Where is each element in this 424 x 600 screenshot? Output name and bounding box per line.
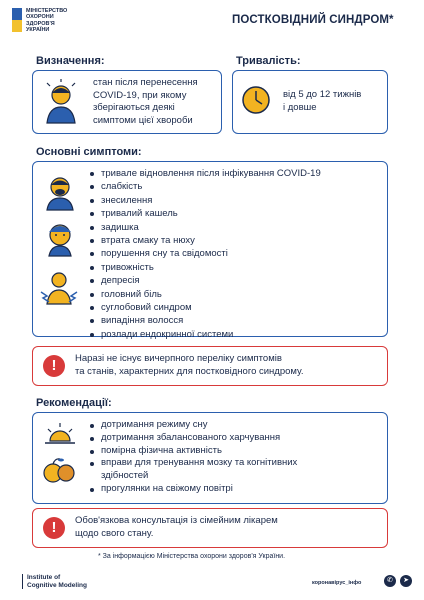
clock-icon <box>241 85 271 115</box>
warning-line: Наразі не існує вичерпного переліку симптомів <box>75 353 282 364</box>
duration-card <box>232 70 388 134</box>
fruits-icon <box>41 455 77 485</box>
list-item: задишка <box>90 221 321 234</box>
definition-label: Визначення: <box>36 55 105 67</box>
recommendations-list <box>90 419 370 496</box>
list-item: суглобовий синдром <box>90 301 321 314</box>
footnote: * За інформацією Міністерства охорони здоров'я України. <box>98 553 286 560</box>
list-item: прогулянки на свіжому повітрі <box>90 483 370 496</box>
institute-line: Cognitive Modeling <box>27 581 87 589</box>
viber-icon[interactable]: ✆ <box>384 575 396 587</box>
list-item: дотримання збалансованого харчування <box>90 432 370 445</box>
list-item: знесилення <box>90 194 321 207</box>
ministry-line: МІНІСТЕРСТВО <box>26 8 68 14</box>
warning-text <box>75 353 303 378</box>
symptoms-card <box>32 161 388 340</box>
telegram-icon[interactable]: ➤ <box>400 575 412 587</box>
ministry-name <box>26 8 86 34</box>
ministry-line: ЗДОРОВ'Я <box>26 20 55 27</box>
list-item: тривале відновлення після інфікування COVID-19 <box>90 167 321 180</box>
hashtag[interactable]: коронавірус_інфо <box>312 580 362 586</box>
list-item: порушення сну та свідомості <box>90 247 321 260</box>
definition-line: симптоми цієї хвороби <box>93 114 193 126</box>
duration-text <box>283 89 361 114</box>
recommendations-card <box>32 412 388 504</box>
headache-person-icon <box>43 220 77 258</box>
definition-text <box>93 77 198 127</box>
ministry-line: ОХОРОНИ <box>26 14 54 21</box>
definition-line: стан після перенесення <box>93 77 198 88</box>
list-item: помірна фізична активність <box>90 445 370 458</box>
definition-line: зберігаються деякі <box>93 102 175 113</box>
person-thinking-icon <box>41 79 81 125</box>
list-item: слабкість <box>90 180 321 193</box>
page-title: ПОСТКОВІДНИЙ СИНДРОМ* <box>232 14 394 26</box>
warning-line: щодо свого стану. <box>75 527 154 539</box>
list-item: головний біль <box>90 288 321 301</box>
list-item: вправи для тренування мозку та когнітивних здібностей <box>90 457 310 483</box>
duration-label: Тривалість: <box>236 55 301 67</box>
exclamation-icon: ! <box>43 355 65 377</box>
duration-line: і довше <box>283 101 317 113</box>
ministry-logo <box>12 8 86 34</box>
list-item: випадіння волосся <box>90 314 321 327</box>
symptoms-list <box>90 167 321 341</box>
duration-line: від 5 до 12 тижнів <box>283 89 362 100</box>
joint-pain-person-icon <box>39 270 79 306</box>
list-item: тривожність <box>90 261 321 274</box>
warning-text <box>75 515 278 540</box>
warning-card-consultation <box>32 508 388 548</box>
institute-logo <box>22 574 87 589</box>
trident-icon <box>12 8 22 32</box>
list-item: розлади ендокринної системи <box>90 328 321 341</box>
symptoms-label: Основні симптоми: <box>36 146 142 158</box>
recommendations-label: Рекомендації: <box>36 397 112 409</box>
exclamation-icon: ! <box>43 517 65 539</box>
definition-card <box>32 70 222 134</box>
institute-line: Institute of <box>27 574 61 581</box>
warning-card-symptoms <box>32 346 388 386</box>
list-item: тривалий кашель <box>90 207 321 220</box>
list-item: втрата смаку та нюху <box>90 234 321 247</box>
definition-line: COVID-19, при якому <box>93 89 187 101</box>
warning-line: та станів, характерних для постковідного синдрому. <box>75 365 304 377</box>
list-item: дотримання режиму сну <box>90 419 370 432</box>
list-item: депресія <box>90 274 321 287</box>
ministry-line: УКРАЇНИ <box>26 27 50 34</box>
warning-line: Обов'язкова консультація із сімейним лікарем <box>75 515 278 526</box>
coughing-person-icon <box>43 174 77 212</box>
sunrise-icon <box>43 421 77 447</box>
